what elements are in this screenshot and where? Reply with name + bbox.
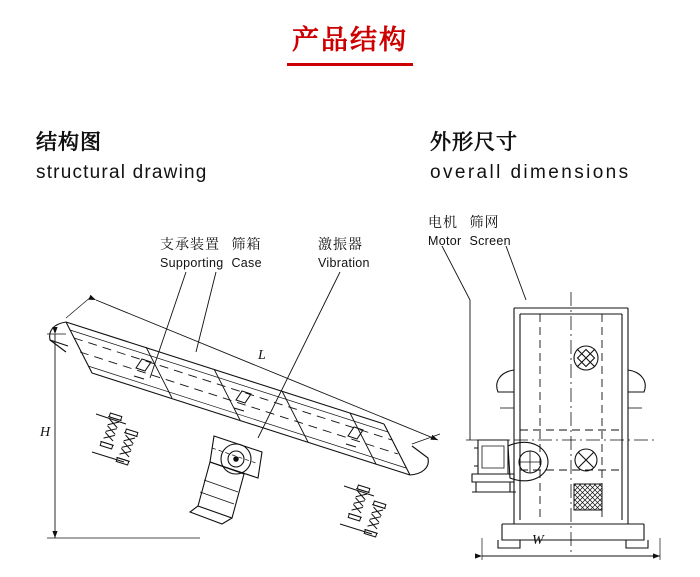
callout-vibration-cn: 激振器 bbox=[318, 237, 363, 253]
leader-lines-right bbox=[442, 246, 526, 440]
exciter-front-2 bbox=[575, 449, 597, 471]
section-title-cn: 外形尺寸 bbox=[430, 130, 518, 154]
supporting-device-4 bbox=[363, 501, 387, 538]
discharge-end bbox=[410, 446, 428, 475]
callout-motor-en: Motor bbox=[428, 233, 462, 248]
section-title-cn: 结构图 bbox=[36, 130, 102, 154]
leader-lines-left bbox=[150, 272, 340, 438]
box-stiffeners bbox=[146, 347, 376, 464]
front-view-outline bbox=[498, 308, 648, 548]
dimension-length bbox=[66, 296, 440, 444]
callout-case-cn: 筛箱 bbox=[231, 237, 262, 253]
supporting-device-2 bbox=[115, 429, 139, 466]
screen-box-outline bbox=[66, 322, 410, 475]
mount-lugs bbox=[134, 359, 363, 447]
callout-supporting-en: Supporting bbox=[160, 255, 224, 270]
dimension-label-height: H bbox=[40, 425, 51, 440]
page-title: 产品结构 bbox=[292, 25, 408, 56]
feed-end-lip bbox=[50, 322, 68, 352]
callout-screen-cn: 筛网 bbox=[469, 215, 500, 231]
section-title-en: overall dimensions bbox=[430, 162, 631, 183]
callout-case-en: Case bbox=[231, 255, 262, 270]
callout-screen-en: Screen bbox=[469, 233, 511, 248]
callout-motor-cn: 电机 bbox=[428, 215, 458, 231]
screen-mesh-patch bbox=[574, 484, 602, 510]
callout-vibration-en: Vibration bbox=[318, 255, 370, 270]
supporting-device-3 bbox=[340, 485, 374, 534]
supporting-device-1 bbox=[92, 413, 126, 462]
section-title-en: structural drawing bbox=[36, 162, 208, 183]
motor-assembly bbox=[472, 440, 548, 492]
callout-supporting-cn: 支承装置 bbox=[160, 237, 220, 253]
dimension-label-length: L bbox=[258, 348, 266, 363]
exciter-assembly bbox=[190, 436, 262, 524]
exciter-front bbox=[574, 346, 598, 370]
dimension-label-width: W bbox=[532, 533, 544, 548]
